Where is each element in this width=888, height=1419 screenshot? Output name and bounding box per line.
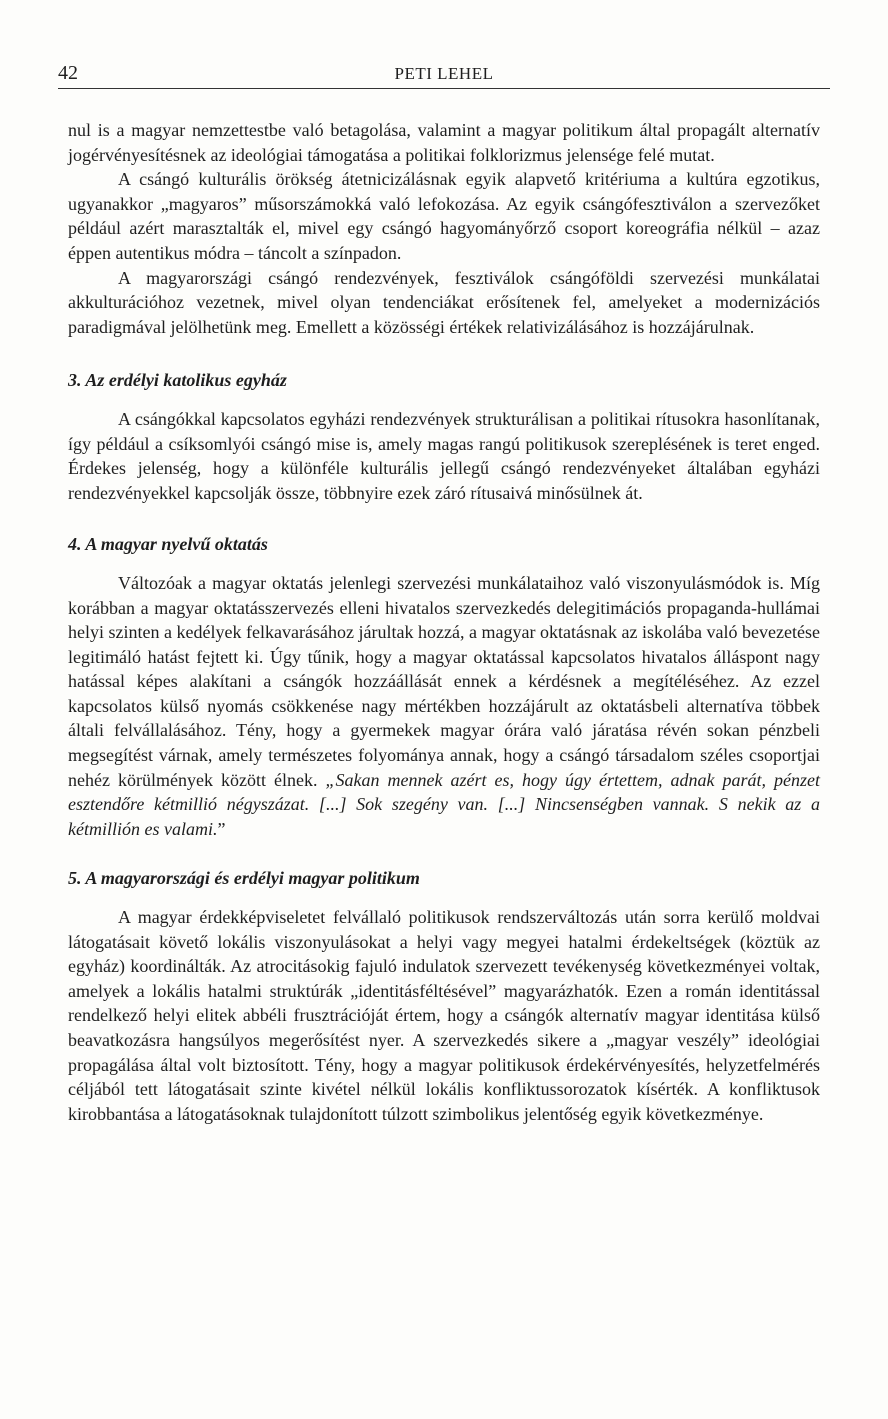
page-header <box>58 58 830 89</box>
paragraph-continued: nul is a magyar nemzettestbe való betagolása, valamint a magyar politikum által propagált alternatív jogérvényesítésnek az ideológiai támogatása a politikai folklorizmus jelensége felé mutat. <box>68 120 820 165</box>
page-number: 42 <box>58 62 78 84</box>
body-text <box>68 118 820 1126</box>
paragraph <box>68 571 820 842</box>
paragraph: A csángó kulturális örökség átetnicizálásnak egyik alapvető kritériuma a kultúra egzotikus, ugyanakkor „magyaros” műsorszámokká való lefokozása. Az egyik csángófesztiválon a szervezőket például azért marasztalták el, mivel egy csángó hagyományőrző csoport koreográfia nélkül – azaz éppen autentikus módra – táncolt a színpadon. <box>68 169 820 263</box>
section-heading-3: 3. Az erdélyi katolikus egyház <box>68 370 287 391</box>
section-heading-4: 4. A magyar nyelvű oktatás <box>68 534 268 555</box>
interview-quote: „Sakan mennek azért es, hogy úgy értettem, adnak parát, pénzet esztendőre kétmillió négyszázat. [...] Sok szegény van. [...] Nincsenségben vannak. S nekik az a kétmillión es valami. <box>68 769 820 839</box>
quote-close: ” <box>217 818 226 839</box>
running-head: PETI LEHEL <box>394 64 494 83</box>
paragraph: A magyarországi csángó rendezvények, fesztiválok csángóföldi szervezési munkálatai akkulturációhoz vezetnek, mivel olyan tendenciákat erősítenek fel, amelyeket a modernizációs paradigmával jelölhetünk meg. Emellett a közösségi értékek relativizálásához is hozzájárulnak. <box>68 267 820 337</box>
paragraph: A csángókkal kapcsolatos egyházi rendezvények strukturálisan a politikai rítusokra hasonlítanak, így például a csíksomlyói csángó mise is, amely magas rangú politikusok szereplésének is teret enged. Érdekes jelenség, hogy a különféle kulturális jellegű csángó rendezvényeket általában egyházi rendezvényekkel kapcsolják össze, többnyire ezek záró rítusaivá minősülnek át. <box>68 408 820 503</box>
section-heading-5: 5. A magyarországi és erdélyi magyar politikum <box>68 868 420 889</box>
paragraph: A magyar érdekképviseletet felvállaló politikusok rendszerváltozás után sorra kerülő moldvai látogatásait követő lokális viszonyulásokat a helyi vagy megyei hatalmi érdekeltségek (köztük az egyház) koordinálták. Az atrocitásokig fajuló indulatok szervezett tevékenység következményei voltak, amelyek a lokális hatalmi struktúrák „identitásféltésével” magyarázhatók. Ezen a román identitással rendelkező helyi elitek abbéli frusztrációját értem, hogy a csángók alternatív magyar identitása külső beavatkozásra hangsúlyos megerősítést nyer. A szervezkedés sikere a „magyar veszély” ideológiai propagálása által volt biztosított. Tény, hogy a magyar politikusok érdekérvényesítés, helyzetfelmérés céljából tett látogatásait szinte kivétel nélkül lokális konfliktussorozatok kísérték. A konfliktusok kirobbantása a látogatásoknak tulajdonított túlzott szimbolikus jelentőség egyik következménye. <box>68 907 820 1124</box>
paragraph-text: Változóak a magyar oktatás jelenlegi szervezési munkálataihoz való viszonyulásmódok is. Míg korábban a magyar oktatásszervezés elleni hivatalos szervezkedés delegitimációs propaganda-hullámai helyi szinten a kedélyek felkavarásához járultak hozzá, a magyar oktatásnak az iskolába való bevezetése legitimáló hatást fejtett ki. Úgy tűnik, hogy a magyar oktatással kapcsolatos hivatalos álláspont nagy hatással képes alakítani a csángók hozzáállását ennek a kérdésnek a megítéléséhez. Az ezzel kapcsolatos külső nyomás csökkenése nagy mértékben hozzájárult az oktatásbeli alternatíva többek általi felvállalásához. Tény, hogy a gyermekek magyar órára való járatása révén sokan pénzbeli megsegítést várnak, amely természetes folyománya annak, hogy a csángó társadalom széles csoportjai nehéz körülmények között élnek. <box>68 572 820 790</box>
